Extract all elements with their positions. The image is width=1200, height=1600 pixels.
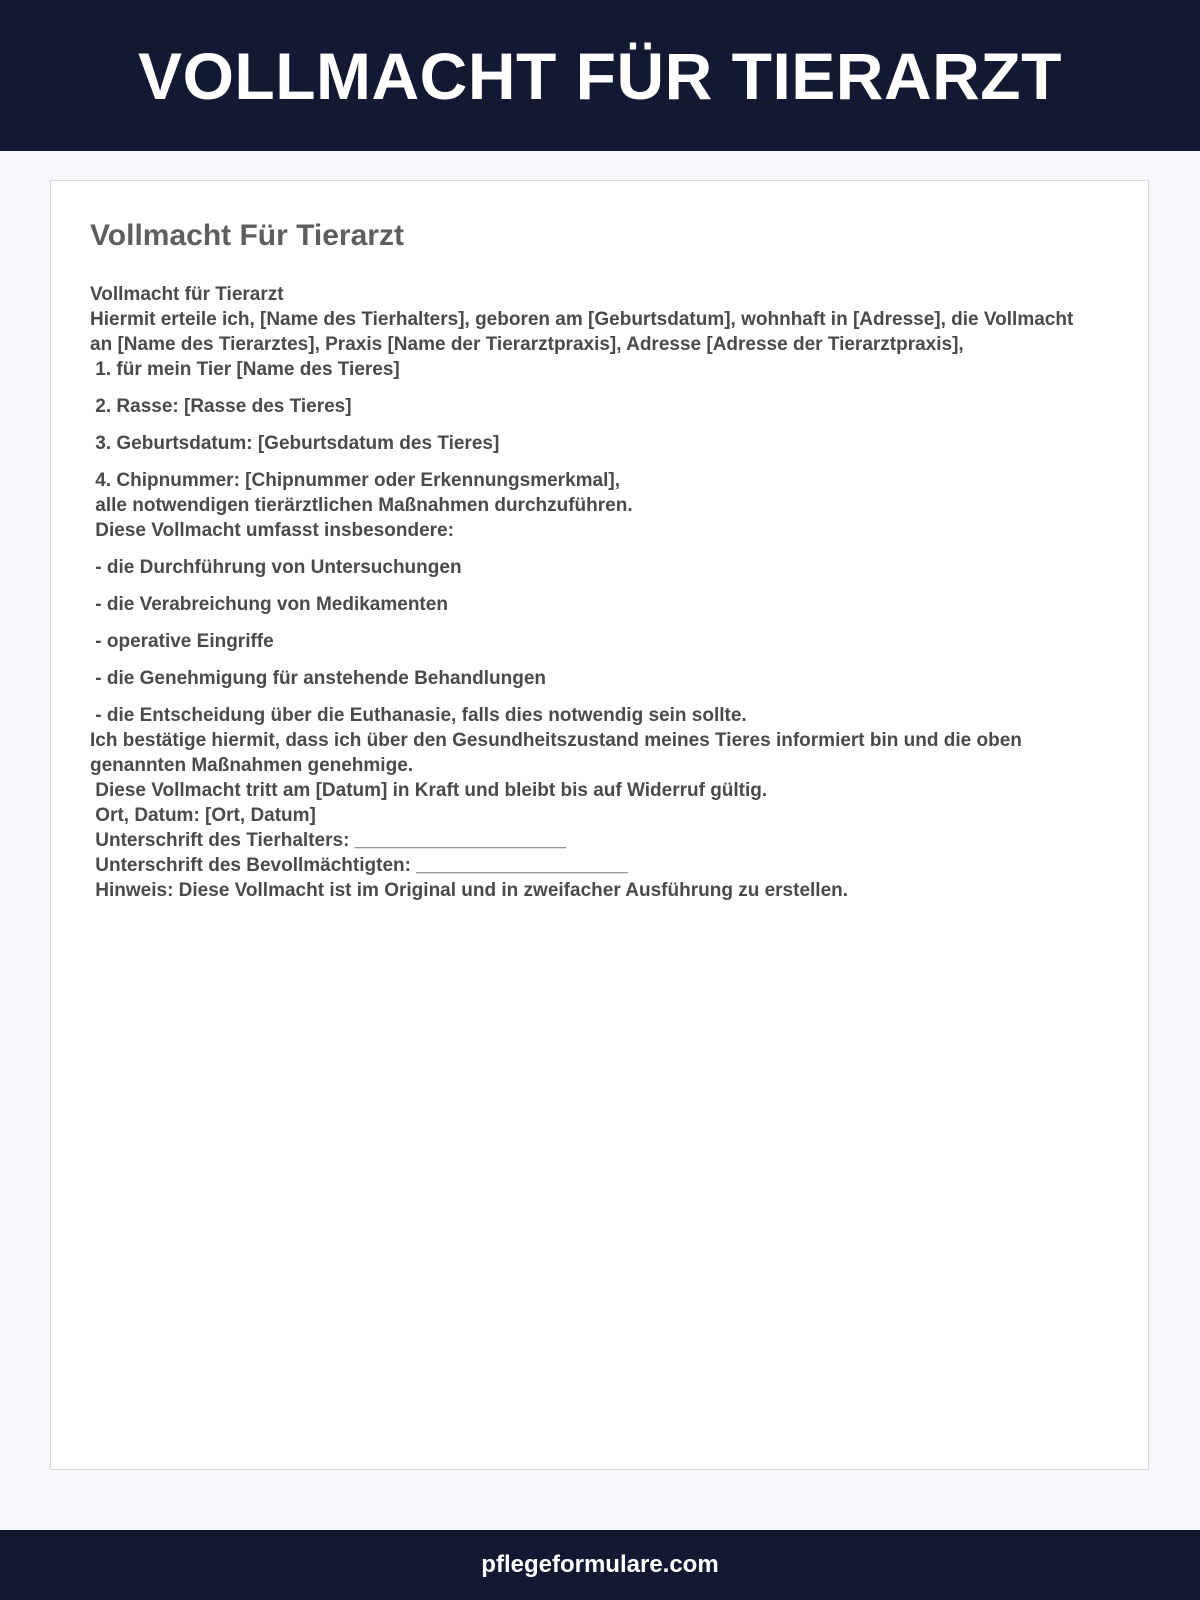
scope-item: - die Genehmigung für anstehende Behandlungen (90, 668, 547, 689)
document-body (90, 282, 1080, 903)
signature-agent-line: Unterschrift des Bevollmächtigten: ____________________ (90, 855, 628, 876)
animal-item: 4. Chipnummer: [Chipnummer oder Erkennungsmerkmal], (90, 470, 620, 491)
scope-item: - die Verabreichung von Medikamenten (90, 594, 448, 615)
animal-item: 1. für mein Tier [Name des Tieres] (90, 359, 400, 380)
signature-owner-line: Unterschrift des Tierhalters: ____________________ (90, 830, 567, 851)
document-heading: Vollmacht für Tierarzt (90, 284, 284, 305)
animal-item: 2. Rasse: [Rasse des Tieres] (90, 396, 352, 417)
page-header (0, 0, 1200, 151)
scope-item: - die Durchführung von Untersuchungen (90, 557, 462, 578)
document-card (50, 180, 1149, 1470)
scope-item: - die Entscheidung über die Euthanasie, falls dies notwendig sein sollte. (90, 705, 747, 726)
place-date-line: Ort, Datum: [Ort, Datum] (90, 805, 316, 826)
scope-item: - operative Eingriffe (90, 631, 274, 652)
measures-line: alle notwendigen tierärztlichen Maßnahmen durchzuführen. (90, 495, 633, 516)
scope-intro: Diese Vollmacht umfasst insbesondere: (90, 520, 454, 541)
animal-item: 3. Geburtsdatum: [Geburtsdatum des Tieres] (90, 433, 500, 454)
page-footer (0, 1530, 1200, 1600)
validity-line: Diese Vollmacht tritt am [Datum] in Kraft und bleibt bis auf Widerruf gültig. (90, 780, 768, 801)
confirmation-paragraph: Ich bestätige hiermit, dass ich über den Gesundheitszustand meines Tieres informiert bin und die oben genannten Maßnahmen genehmige. (90, 730, 1028, 776)
note-line: Hinweis: Diese Vollmacht ist im Original und in zweifacher Ausführung zu erstellen. (90, 880, 849, 901)
header-title: VOLLMACHT FÜR TIERARZT (138, 38, 1062, 113)
footer-site-link[interactable]: pflegeformulare.com (481, 1551, 719, 1578)
intro-paragraph: Hiermit erteile ich, [Name des Tierhalters], geboren am [Geburtsdatum], wohnhaft in [Adresse], die Vollmacht an [Name des Tierarztes], Praxis [Name der Tierarztpraxis], Adresse [Adresse der Tierarztpraxis], (90, 309, 1079, 355)
document-title: Vollmacht Für Tierarzt (90, 219, 404, 252)
